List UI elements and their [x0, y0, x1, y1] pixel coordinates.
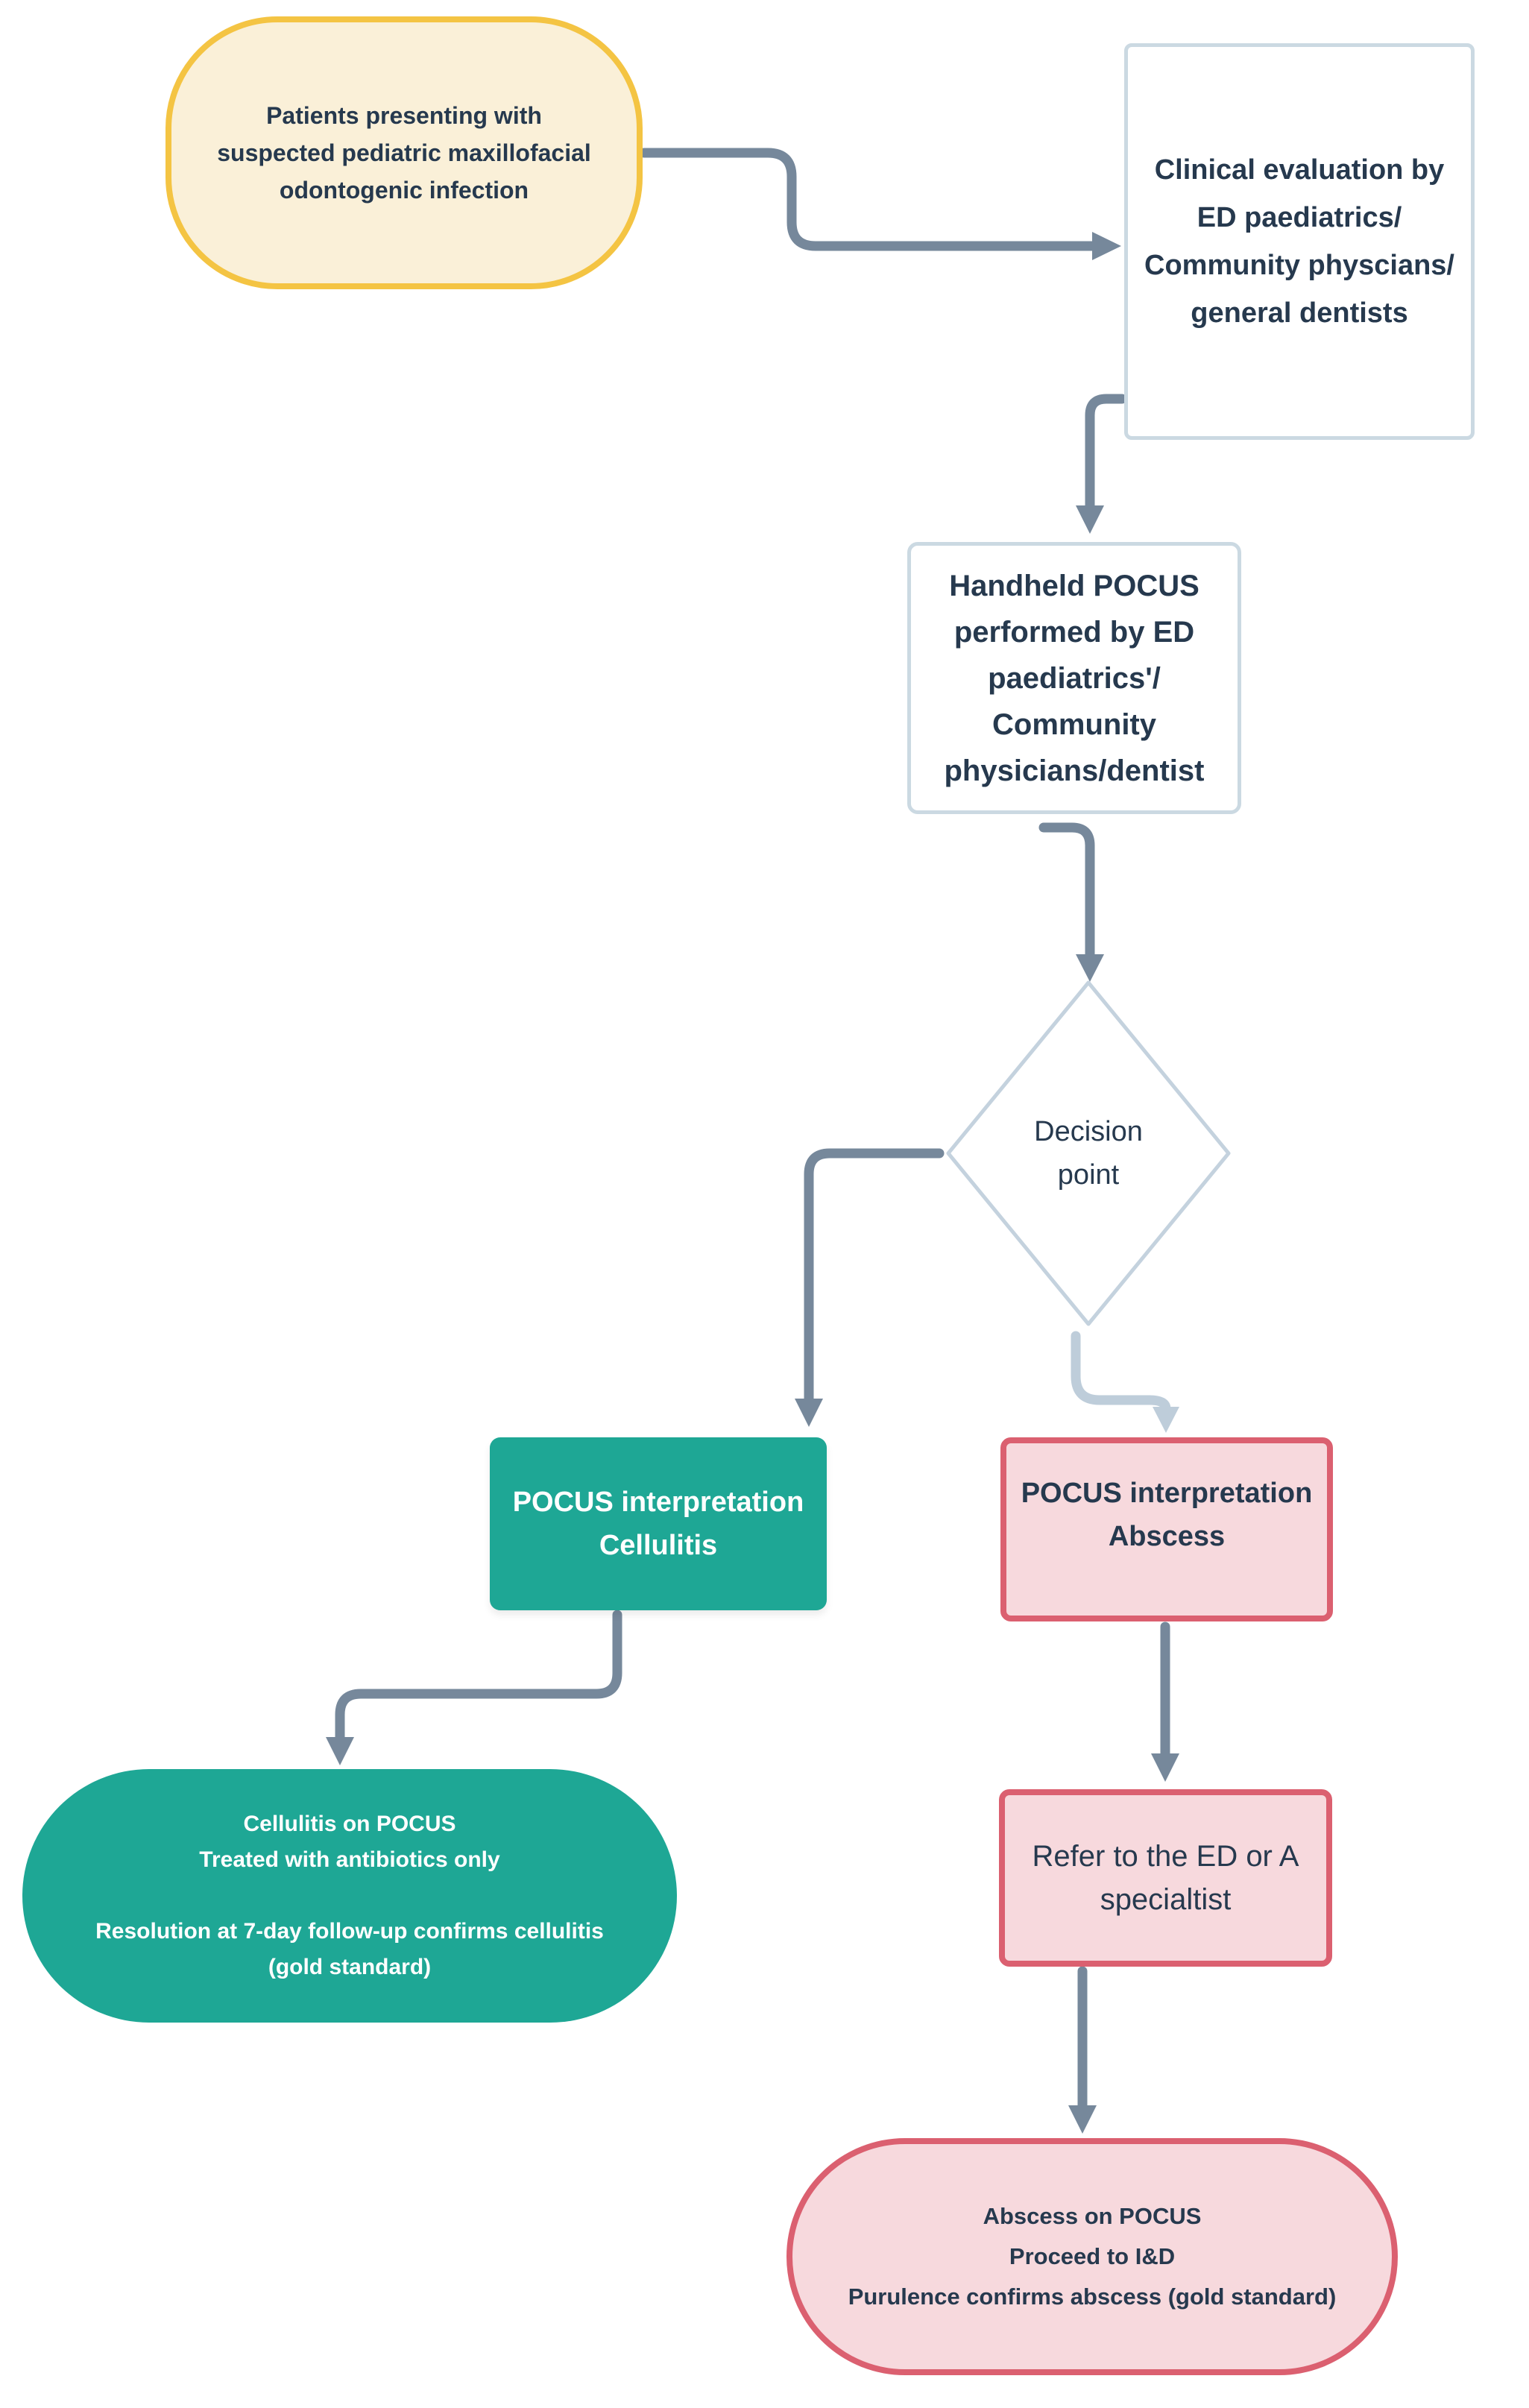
node-clinical-evaluation: [1124, 43, 1475, 440]
node-text-line: performed by ED: [953, 615, 1195, 649]
node-text-line: Community physcians/: [1144, 250, 1454, 281]
node-text-line: point: [1057, 1159, 1120, 1191]
node-refer-ed-specialist: [999, 1789, 1332, 1967]
node-text-line: paediatrics'/: [988, 661, 1161, 695]
node-text-line: suspected pediatric maxillofacial: [217, 139, 591, 166]
arrowhead-pocus-to-decision: [1076, 954, 1104, 982]
arrowhead-start-to-clinical: [1092, 232, 1121, 260]
node-text-line: Resolution at 7-day follow-up confirms cellulitis: [95, 1919, 604, 1944]
node-text-line: Treated with antibiotics only: [199, 1847, 500, 1872]
node-start-patients: [165, 16, 643, 289]
node-text-line: general dentists: [1191, 297, 1408, 329]
arrowhead-decision-to-abscess: [1153, 1407, 1179, 1433]
node-pocus-cellulitis: [490, 1437, 827, 1610]
edge-cellulitis-to-outcome: [340, 1615, 617, 1737]
edge-decision-to-cellulitis: [809, 1153, 939, 1399]
node-text-line: (gold standard): [268, 1955, 432, 1979]
node-abscess-outcome: [786, 2138, 1398, 2375]
node-handheld-pocus: [907, 542, 1241, 814]
node-text-line: Decision: [1034, 1116, 1143, 1147]
node-text-line: Patients presenting with: [266, 102, 542, 129]
node-text-line: Abscess on POCUS: [983, 2203, 1202, 2229]
arrowhead-refer-to-outcome: [1068, 2105, 1097, 2134]
node-text-line: Abscess: [1108, 1520, 1226, 1552]
node-text-line: Cellulitis: [599, 1530, 718, 1561]
arrowhead-abscess-to-refer: [1151, 1753, 1179, 1782]
node-text-line: POCUS interpretation: [1021, 1477, 1313, 1509]
node-cellulitis-outcome: [22, 1769, 677, 2023]
node-text-line: Clinical evaluation by: [1154, 154, 1445, 186]
edge-pocus-to-decision: [1044, 828, 1090, 954]
edge-clinical-to-pocus: [1090, 399, 1122, 505]
node-text-line: Proceed to I&D: [1009, 2243, 1176, 2269]
arrowhead-clinical-to-pocus: [1076, 505, 1104, 534]
node-text-line: POCUS interpretation: [512, 1487, 804, 1518]
node-text-line: Cellulitis on POCUS: [243, 1812, 456, 1836]
edge-decision-to-abscess: [1076, 1336, 1166, 1409]
node-text-line: specialtist: [1100, 1883, 1232, 1916]
edge-start-to-clinical: [644, 153, 1092, 246]
node-text-line: physicians/dentist: [944, 754, 1205, 787]
node-text-line: Community: [992, 707, 1156, 741]
node-text-line: [57, 1878, 643, 1914]
node-text-line: ED paediatrics/: [1197, 202, 1402, 233]
arrowhead-cellulitis-to-outcome: [326, 1737, 354, 1765]
node-pocus-abscess: [1000, 1437, 1333, 1621]
node-decision-point: [977, 1103, 1200, 1203]
node-text-line: odontogenic infection: [279, 177, 529, 204]
node-text-line: Purulence confirms abscess (gold standard): [848, 2283, 1337, 2310]
node-text-line: Refer to the ED or A: [1032, 1840, 1299, 1873]
arrowhead-decision-to-cellulitis: [795, 1399, 823, 1427]
node-text-line: Handheld POCUS: [949, 569, 1199, 602]
